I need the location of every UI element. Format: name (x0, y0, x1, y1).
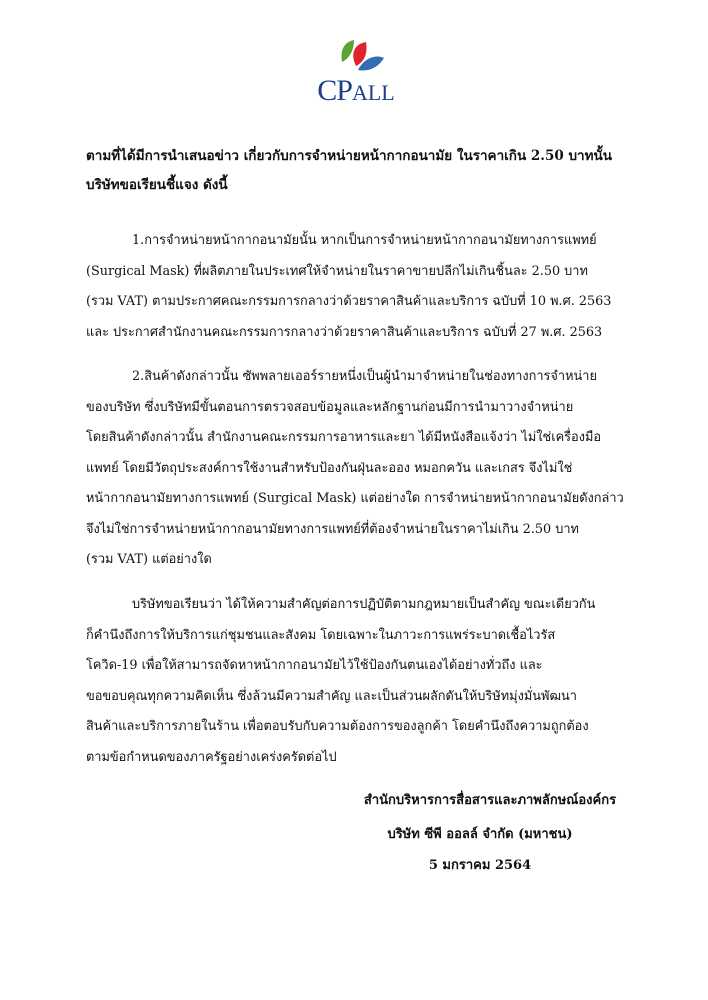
logo-leaf-green (342, 40, 355, 62)
paragraph-1 (86, 226, 626, 348)
logo-text-cp: CP (317, 74, 352, 107)
intro-statement (86, 142, 636, 200)
paragraph-2-line: (รวม VAT) แต่อย่างใด (86, 552, 212, 567)
paragraph-1-line: (Surgical Mask) ที่ผลิตภายในประเทศให้จำหน่ายในราคาขายปลีกไม่เกินชิ้นละ 2.50 บาท (86, 263, 588, 279)
paragraph-2-line: 2.สินค้าดังกล่าวนั้น ซัพพลายเออร์รายหนึ่งเป็นผู้นำมาจำหน่ายในช่องทางการจำหน่าย (132, 369, 597, 384)
paragraph-2-line: จึงไม่ใช่การจำหน่ายหน้ากากอนามัยทางการแพทย์ที่ต้องจำหน่ายในราคาไม่เกิน 2.50 บาท (86, 521, 579, 537)
intro-line-2: บริษัทขอเรียนชี้แจง ดังนี้ (86, 177, 228, 193)
paragraph-3-line: โควิด-19 เพื่อให้สามารถจัดหาหน้ากากอนามัยไว้ใช้ป้องกันตนเองได้อย่างทั่วถึง และ (86, 658, 543, 673)
signature-department: สำนักบริหารการสื่อสารและภาพลักษณ์องค์กร (363, 793, 617, 808)
paragraph-1-line: (รวม VAT) ตามประกาศคณะกรรมการกลางว่าด้วยราคาสินค้าและบริการ ฉบับที่ 10 พ.ศ. 2563 (86, 294, 612, 309)
intro-line-1: ตามที่ได้มีการนำเสนอข่าว เกี่ยวกับการจำหน่ายหน้ากากอนามัย ในราคาเกิน 2.50 บาทนั้น (86, 148, 612, 164)
paragraph-1-line: 1.การจำหน่ายหน้ากากอนามัยนั้น หากเป็นการจำหน่ายหน้ากากอนามัยทางการแพทย์ (132, 233, 597, 248)
paragraph-2-line: หน้ากากอนามัยทางการแพทย์ (Surgical Mask) แต่อย่างใด การจำหน่ายหน้ากากอนามัยดังกล่าว (86, 491, 624, 506)
paragraph-3-line: ตามข้อกำหนดของภาครัฐอย่างเคร่งครัดต่อไป (86, 749, 337, 765)
cpall-logo (304, 36, 408, 108)
paragraph-3-line: บริษัทขอเรียนว่า ได้ให้ความสำคัญต่อการปฏิบัติตามกฎหมายเป็นสำคัญ ขณะเดียวกัน (132, 597, 596, 612)
paragraph-2 (86, 362, 626, 576)
paragraph-3-line: ก็คำนึงถึงการให้บริการแก่ชุมชนและสังคม โดยเฉพาะในภาวะการแพร่ระบาดเชื้อไวรัส (86, 627, 556, 643)
paragraph-2-line: โดยสินค้าดังกล่าวนั้น สำนักงานคณะกรรมการอาหารและยา ได้มีหนังสือแจ้งว่า ไม่ใช่เครื่องมือ (86, 430, 602, 445)
paragraph-2-line: แพทย์ โดยมีวัตถุประสงค์การใช้งานสำหรับป้องกันฝุ่นละออง หมอกควัน และเกสร จึงไม่ใช่ (86, 460, 573, 476)
paragraph-1-line: และ ประกาศสำนักงานคณะกรรมการกลางว่าด้วยราคาสินค้าและบริการ ฉบับที่ 27 พ.ศ. 2563 (86, 324, 603, 340)
logo-wordmark (304, 76, 408, 106)
signature-date: 5 มกราคม 2564 (428, 858, 532, 873)
paragraph-2-line: ของบริษัท ซึ่งบริษัทมีขั้นตอนการตรวจสอบข้อมูลและหลักฐานก่อนมีการนำมาวางจำหน่าย (86, 399, 574, 415)
signature-company: บริษัท ซีพี ออลล์ จำกัด (มหาชน) (387, 827, 573, 842)
paragraph-3 (86, 590, 626, 773)
paragraph-3-line: ขอขอบคุณทุกความคิดเห็น ซึ่งล้วนมีความสำคัญ และเป็นส่วนผลักดันให้บริษัทมุ่งมั่นพัฒนา (86, 688, 577, 704)
logo-text-all: ALL (351, 80, 395, 105)
paragraph-3-line: สินค้าและบริการภายในร้าน เพื่อตอบรับกับความต้องการของลูกค้า โดยคำนึงถึงความถูกต้อง (86, 719, 589, 734)
